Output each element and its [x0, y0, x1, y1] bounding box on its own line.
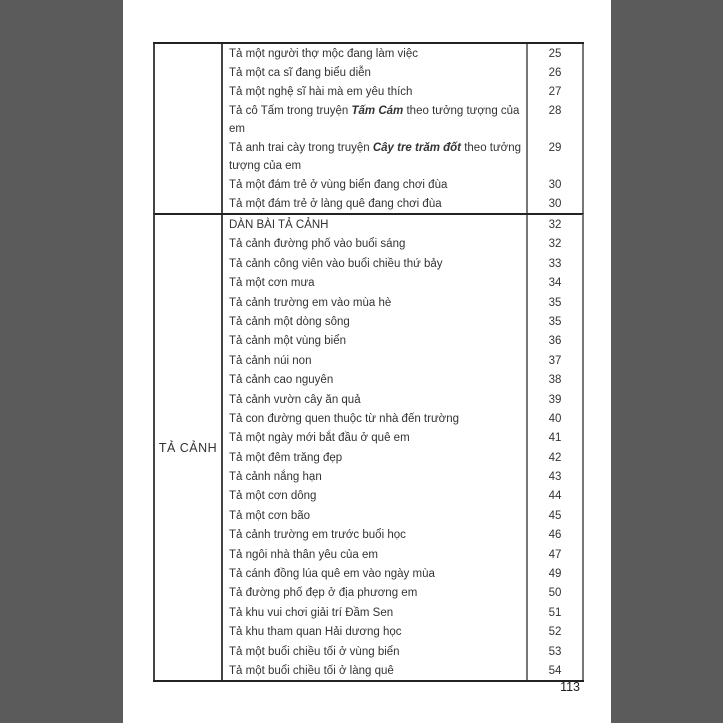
entry-page-number: 46: [548, 529, 562, 542]
entry-text: Tả cảnh một vùng biển: [229, 335, 346, 348]
entry-page-number: 27: [548, 86, 562, 98]
entry-title: [223, 82, 528, 101]
table-row: [223, 603, 582, 622]
table-row: [223, 428, 582, 447]
entry-title: [223, 101, 528, 138]
table-row: [223, 351, 582, 370]
entry-text: Tả một nghệ sĩ hài mà em yêu thích: [229, 86, 413, 98]
entry-title: [223, 175, 528, 194]
entry-text: Tả một đám trẻ ở làng quê đang chơi đùa: [229, 198, 442, 210]
table-row: [223, 273, 582, 292]
document-page: [123, 0, 611, 723]
entry-title: [223, 428, 528, 447]
entry-page-number: 49: [548, 568, 562, 581]
table-row: [223, 506, 582, 525]
table-row: [223, 583, 582, 602]
table-row: [223, 448, 582, 467]
entry-title: [223, 194, 528, 213]
table-row: [223, 293, 582, 312]
table-row: [223, 215, 582, 234]
table-row: [223, 370, 582, 389]
table-row: [223, 63, 582, 82]
entry-text: Tả anh trai cày trong truyện: [229, 142, 373, 154]
entry-title: [223, 525, 528, 544]
entry-text: Tả một cơn mưa: [229, 277, 315, 290]
table-row: [223, 409, 582, 428]
table-row: [223, 467, 582, 486]
entry-text: Tả một ca sĩ đang biểu diễn: [229, 67, 371, 79]
table-row: [223, 312, 582, 331]
entry-page-number: 39: [548, 393, 562, 406]
entry-page-number: 35: [548, 315, 562, 328]
table-row: [223, 194, 582, 213]
entry-page-number: 52: [548, 626, 562, 639]
entry-text: theo tưởng tượng của em: [229, 142, 522, 172]
entry-title: [223, 63, 528, 82]
entry-page-number: 34: [548, 277, 562, 290]
entry-title: [223, 486, 528, 505]
entry-text: Tả cảnh cao nguyên: [229, 374, 334, 387]
entry-page-number: 42: [548, 451, 562, 464]
entry-page-number: 32: [548, 238, 562, 251]
entry-text: Tả cánh đồng lúa quê em vào ngày mùa: [229, 568, 435, 581]
entry-text: Tả ngôi nhà thân yêu của em: [229, 548, 378, 561]
entry-page-number: 45: [548, 509, 562, 522]
entry-text: Tả một cơn dông: [229, 490, 317, 503]
entry-text: Tả khu vui chơi giải trí Đầm Sen: [229, 606, 394, 619]
entry-page-number: 43: [548, 471, 562, 484]
entry-title: [223, 234, 528, 253]
entry-title: [223, 409, 528, 428]
entry-title: [223, 661, 528, 680]
entry-page-number: 26: [548, 67, 562, 79]
table-row: [223, 545, 582, 564]
entry-title: [223, 603, 528, 622]
table-of-contents: [153, 42, 584, 682]
table-row: [223, 486, 582, 505]
entry-page-number: 51: [548, 606, 562, 619]
entry-title: [223, 312, 528, 331]
section-category: TẢ CẢNH: [155, 215, 223, 680]
entry-work-title: Tấm Cám: [351, 105, 404, 117]
entry-text: theo tưởng tượng của em: [229, 105, 520, 135]
entry-page-number: 54: [548, 664, 562, 677]
toc-section: [153, 213, 584, 680]
entry-title: [223, 583, 528, 602]
entry-title: [223, 545, 528, 564]
entry-title: [223, 564, 528, 583]
entry-text: Tả khu tham quan Hải dương học: [229, 626, 402, 639]
entry-title: [223, 351, 528, 370]
table-row: [223, 234, 582, 253]
table-row: [223, 44, 582, 63]
table-row: [223, 622, 582, 641]
entry-work-title: Cây tre trăm đốt: [372, 142, 462, 154]
toc-section: [153, 44, 584, 213]
table-row: [223, 82, 582, 101]
entry-page-number: 38: [548, 374, 562, 387]
entry-text: Tả cảnh công viên vào buổi chiều thứ bảy: [229, 257, 443, 270]
entry-page-number: 47: [548, 548, 562, 561]
entry-page-number: 25: [548, 48, 562, 60]
entry-text: Tả một người thợ mộc đang làm việc: [229, 48, 418, 60]
entry-text: Tả một buổi chiều tối ở vùng biển: [229, 645, 400, 658]
page-number: 113: [560, 680, 580, 694]
entry-title: [223, 273, 528, 292]
entry-page-number: 41: [548, 432, 562, 445]
table-row: [223, 175, 582, 194]
entry-page-number: 53: [548, 645, 562, 658]
entry-page-number: 28: [548, 105, 562, 117]
entry-text: Tả cảnh đường phố vào buổi sáng: [229, 238, 406, 251]
entry-text: Tả đường phố đẹp ở địa phương em: [229, 587, 418, 600]
entry-title: [223, 390, 528, 409]
entry-title: [223, 331, 528, 350]
entry-page-number: 29: [548, 142, 562, 154]
entry-title: [223, 448, 528, 467]
entry-text: Tả cảnh trường em trước buổi học: [229, 529, 406, 542]
entry-title: [223, 622, 528, 641]
table-row: [223, 661, 582, 680]
entry-title: [223, 506, 528, 525]
entry-text: Tả cảnh nắng hạn: [229, 471, 322, 484]
entry-page-number: 44: [548, 490, 562, 503]
entry-text: DÀN BÀI TẢ CẢNH: [229, 219, 329, 231]
table-row: [223, 390, 582, 409]
entry-text: Tả con đường quen thuộc từ nhà đến trường: [229, 412, 459, 425]
table-row: [223, 642, 582, 661]
entry-title: [223, 138, 528, 175]
section-category: [155, 44, 223, 213]
entry-text: Tả một đêm trăng đẹp: [229, 451, 343, 464]
entry-text: Tả cô Tấm trong truyện: [229, 105, 352, 117]
table-row: [223, 331, 582, 350]
entry-text: Tả cảnh một dòng sông: [229, 315, 350, 328]
entry-page-number: 37: [548, 354, 562, 367]
entry-text: Tả một ngày mới bắt đầu ở quê em: [229, 432, 410, 445]
entry-page-number: 30: [548, 198, 562, 210]
entry-page-number: 35: [548, 296, 562, 309]
entry-title: [223, 642, 528, 661]
entry-title: [223, 370, 528, 389]
entry-page-number: 33: [548, 257, 562, 270]
entry-text: Tả một đám trẻ ở vùng biển đang chơi đùa: [229, 179, 448, 191]
entry-text: Tả cảnh vườn cây ăn quả: [229, 393, 361, 406]
table-row: [223, 564, 582, 583]
entry-page-number: 32: [548, 219, 562, 231]
entry-title: [223, 254, 528, 273]
entry-text: Tả một buổi chiều tối ở làng quê: [229, 664, 394, 677]
entry-page-number: 30: [548, 179, 562, 191]
entry-title: [223, 215, 528, 234]
table-row: [223, 138, 582, 175]
entry-page-number: 36: [548, 335, 562, 348]
entry-page-number: 50: [548, 587, 562, 600]
entry-title: [223, 293, 528, 312]
entry-title: [223, 467, 528, 486]
table-row: [223, 101, 582, 138]
table-row: [223, 254, 582, 273]
table-row: [223, 525, 582, 544]
entry-text: Tả cảnh núi non: [229, 354, 312, 367]
entry-text: Tả một cơn bão: [229, 509, 311, 522]
entry-page-number: 40: [548, 412, 562, 425]
entry-text: Tả cảnh trường em vào mùa hè: [229, 296, 392, 309]
entry-title: [223, 44, 528, 63]
